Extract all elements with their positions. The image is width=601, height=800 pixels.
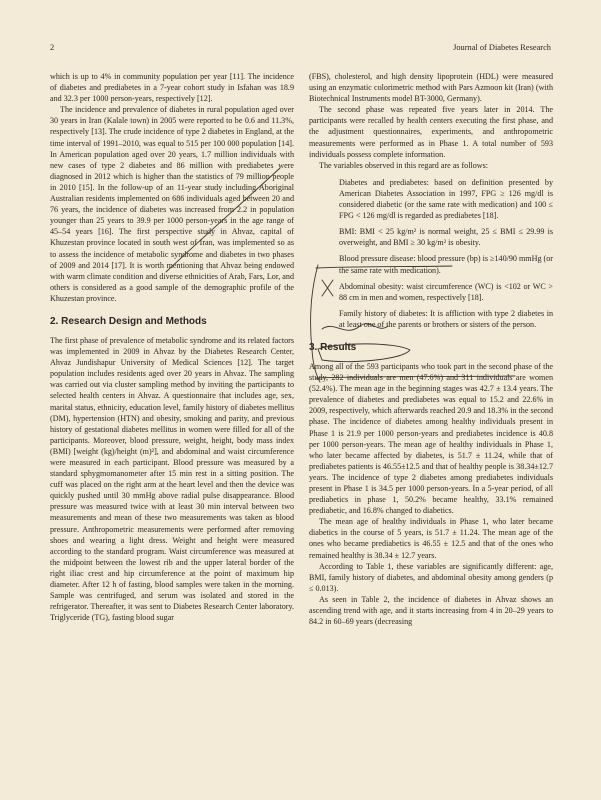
section-heading-methods: 2. Research Design and Methods bbox=[50, 315, 207, 327]
journal-name: Journal of Diabetes Research bbox=[453, 43, 551, 52]
list-item-diabetes: Diabetes and prediabetes: based on definition presented by American Diabetes Association in 1997, FPG ≥ 126 mg/dl is considered diabetic (or the same rate with medication) and 100 ≤ FPG < 126 mg/dl is regarded as prediabetes [18]. bbox=[339, 177, 553, 221]
right-paragraph-2: The second phase was repeated five years later in 2014. The participants were recalled by health centers executing the first phase, and the adjustment questionnaires, experiments, and anthropometric measurements were performed as in Phase 1. A total number of 593 individuals possess complete information. bbox=[309, 105, 553, 159]
right-paragraph-3: The variables observed in this regard are as follows: bbox=[319, 160, 489, 170]
left-paragraph-1: which is up to 4% in community population per year [11]. The incidence of diabetes and prediabetes in a 7-year cohort study in Isfahan was 18.9 and 32.3 per 1000 person-years, respectively [12]. bbox=[50, 72, 294, 104]
list-item-blood-pressure: Blood pressure disease: blood pressure (bp) is ≥140/90 mmHg (or the same rate with medication). bbox=[339, 254, 553, 275]
list-item-abdominal-obesity: Abdominal obesity: waist circumference (WC) is <102 or WC > 88 cm in men and women, respectively [18]. bbox=[339, 281, 553, 302]
right-paragraph-6: According to Table 1, these variables are significantly different: age, BMI, family history of diabetes, and abdominal obesity among genders (p ≤ 0.013). bbox=[309, 561, 553, 593]
right-paragraph-5: The mean age of healthy individuals in Phase 1, who later became diabetics in the course of 5 years, is 51.7 ± 11.24. The mean age of the ones who became prediabetics is 46.55 ± 12.5 and that of the ones who remained healthy is 38.34 ± 12.7 years. bbox=[309, 517, 553, 560]
right-paragraph-7: As seen in Table 2, the incidence of diabetes in Ahvaz shows an ascending trend with age, and it starts increasing from 4 in 20–29 years to 84.2 in 60–69 years (decreasing bbox=[309, 594, 553, 627]
left-column bbox=[50, 71, 294, 623]
page-number: 2 bbox=[50, 43, 55, 52]
right-paragraph-4: Among all of the 593 participants who took part in the second phase of the study, 282 individuals are men (47.6%) and 311 individuals are women (52.4%). The mean age in the beginning stages was 42.7 ± 13.4 years. The prevalence of diabetes and prediabetes was equal to 15.2 and 22.6% in 2009, respectively, which afterwards reached 20.9 and 18.3% in the second phase. The incidence of diabetes among healthy individuals present in Phase 1 is 21.9 per 1000 person-years and prediabetes incidence is 40.8 per 1000 person-years. The mean age of healthy individuals in Phase 1, who later became affected by diabetes, is 51.7 ± 11.24, while that of prediabetes patients is 46.55±12.5 and that of healthy people is 38.34±12.7 years. The incidence of type 2 diabetes among prediabetes individuals present in Phase 1 is 34.5 per 1000 person-years. In a 5-year period, of all prediabetics in phase 1, 50.2% became healthy, 33.1% remained prediabetic, and 16.8% changed to diabetics. bbox=[309, 361, 553, 516]
left-paragraph-2: The incidence and prevalence of diabetes in rural population aged over 30 years in Iran (Kalale town) in 2005 were reported to be 0.6 and 11.3%, respectively [13]. The crude incidence of type 2 diabetes in England, at the time interval of 1991–2010, was equal to 515 per 100 000 population [14]. In American population aged over 20 years, 1.7 million individuals with new cases of type 2 diabetes and 86 million with prediabetes were diagnosed in 2012 which is higher than the statistics of 79 million people in 2010 [15]. In the follow-up of an 11-year study including Aboriginal Australian residents implemented on 686 individuals aged between 20 and 76 years, the incidence of diabetes was increased from 2.2 in population younger than 25 years to 39.9 per 1000 person-years in the age range of 45–54 years [16]. The first perspective study in Ahvaz, capital of Khuzestan province located in south west of Iran, was implemented so as to assess the incidence of metabolic syndrome and diabetes in two phases of 2009 and 2014 [17]. It is worth mentioning that Ahvaz being endowed with warm climate condition and diverse ethnicities of Arab, Fars, Lor, and others is considered as a good sample of the demographic profile of the Khuzestan province. bbox=[50, 105, 294, 303]
list-item-bmi: BMI: BMI < 25 kg/m² is normal weight, 25 ≤ BMI ≤ 29.99 is overweight, and BMI ≥ 30 kg/m² is obesity. bbox=[339, 227, 553, 248]
right-paragraph-1: (FBS), cholesterol, and high density lipoprotein (HDL) were measured using an enzymatic colorimetric method with Pars Azmoon kit (Iran) (with Biotechnical Instruments model BT-3000, Germany). bbox=[309, 72, 553, 104]
variables-list bbox=[309, 177, 553, 330]
page-header bbox=[50, 43, 551, 52]
right-column bbox=[309, 71, 553, 627]
section-heading-results: 3. Results bbox=[309, 341, 357, 353]
left-paragraph-3: The first phase of prevalence of metabolic syndrome and its related factors was implemented in 2009 in Ahvaz by the Diabetes Research Center, Ahvaz Jundishapur University of Medical Sciences [12]. The target population includes residents aged over 20 years in Ahvaz. The sampling was carried out via cluster sampling method by inviting the participants to selected health centers in Ahvaz. A questionnaire that includes age, sex, marital status, ethnicity, education level, family history of diabetes mellitus (DM), hypertension (HTN) and obesity, smoking and parity, and previous history of gestational diabetes mellitus in women were filled for all of the participants. Moreover, blood pressure, weight, height, body mass index (BMI) [weight (kg)/height (m)²], and abdominal and waist circumference were measured in each participant. Blood pressure was measured by a standard sphygmomanometer after 15 min rest in a sitting position. The cuff was placed on the right arm at the heart level and then the device was quickly pushed until 30 mmHg above radial pulse disappearance. Blood pressure was measured twice with at least 30 min interval between two measurements and mean of these two measurements was taken as blood pressure. Anthropometric measurements were performed after removing shoes and wearing a light dress. Weight and height were measured according to the standard program. Waist circumference was measured at the midpoint between the lowest rib and the upper lateral border of the right iliac crest and hip circumference at the point of maximum hip diameter. After 12 h of fasting, blood samples were taken in the morning. Sample was centrifuged, and serum was isolated and stored in the refrigerator. Thereafter, it was sent to Diabetes Research Center laboratory. Triglyceride (TG), fasting blood sugar bbox=[50, 335, 294, 623]
list-item-family-history: Family history of diabetes: It is affliction with type 2 diabetes in at least one of the parents or brothers or sisters of the person. bbox=[339, 308, 553, 329]
